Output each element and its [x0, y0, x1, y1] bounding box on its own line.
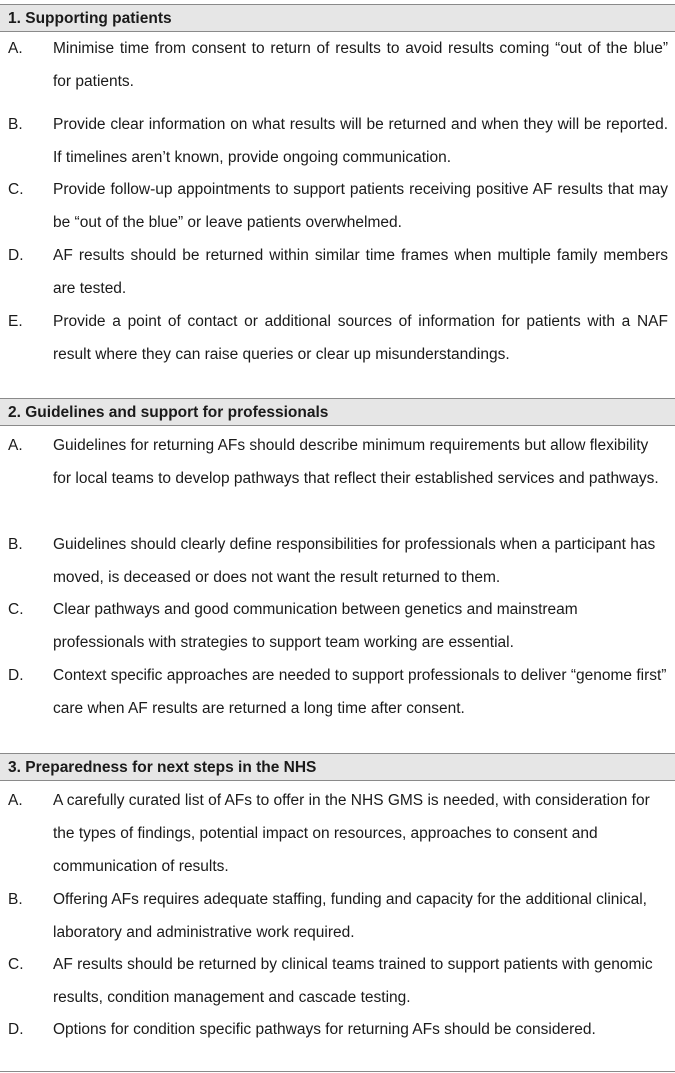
- item-text: Context specific approaches are needed to support professionals to deliver “genome first” care when AF results are returned a long time after consent.: [53, 667, 667, 717]
- section-header: 1. Supporting patients: [0, 4, 675, 32]
- section-header: 2. Guidelines and support for professionals: [0, 398, 675, 426]
- item-letter: D.: [8, 247, 24, 264]
- item-text: Offering AFs requires adequate staffing, funding and capacity for the additional clinical, laboratory and administrative work required.: [53, 891, 647, 941]
- item-letter: B.: [8, 891, 23, 908]
- item-text: Guidelines for returning AFs should describe minimum requirements but allow flexibility for local teams to develop pathways that reflect their established services and pathways.: [53, 437, 659, 487]
- item-text: AF results should be returned within similar time frames when multiple family members are tested.: [53, 247, 668, 297]
- item-letter: C.: [8, 956, 24, 973]
- item-text: Provide clear information on what results will be returned and when they will be reported. If timelines aren’t known, provide ongoing communication.: [53, 116, 668, 166]
- section-supporting-patients: [0, 4, 675, 32]
- item-text: Clear pathways and good communication between genetics and mainstream professionals with strategies to support team working are essential.: [53, 601, 578, 651]
- item-text: Minimise time from consent to return of results to avoid results coming “out of the blue” for patients.: [53, 40, 668, 90]
- item-text: Provide a point of contact or additional sources of information for patients with a NAF result where they can raise queries or clear up misunderstandings.: [53, 313, 668, 363]
- item-letter: D.: [8, 667, 24, 684]
- item-letter: A.: [8, 792, 23, 809]
- item-text: Options for condition specific pathways for returning AFs should be considered.: [53, 1021, 596, 1038]
- item-text: Guidelines should clearly define responsibilities for professionals when a participant has moved, is deceased or does not want the result returned to them.: [53, 536, 656, 586]
- section-header: 3. Preparedness for next steps in the NHS: [0, 753, 675, 781]
- item-text: Provide follow-up appointments to support patients receiving positive AF results that may be “out of the blue” or leave patients overwhelmed.: [53, 181, 668, 231]
- item-text: A carefully curated list of AFs to offer in the NHS GMS is needed, with consideration for the types of findings, potential impact on resources, approaches to consent and communication of results.: [53, 792, 650, 875]
- item-letter: A.: [8, 40, 23, 57]
- item-letter: E.: [8, 313, 23, 330]
- item-letter: D.: [8, 1021, 24, 1038]
- section-preparedness-nhs: [0, 753, 675, 781]
- item-letter: B.: [8, 116, 23, 133]
- item-text: AF results should be returned by clinical teams trained to support patients with genomic results, condition management and cascade testing.: [53, 956, 653, 1006]
- section-guidelines-support: [0, 398, 675, 426]
- bottom-divider: [0, 1071, 675, 1072]
- item-letter: C.: [8, 601, 24, 618]
- item-letter: B.: [8, 536, 23, 553]
- item-letter: C.: [8, 181, 24, 198]
- item-letter: A.: [8, 437, 23, 454]
